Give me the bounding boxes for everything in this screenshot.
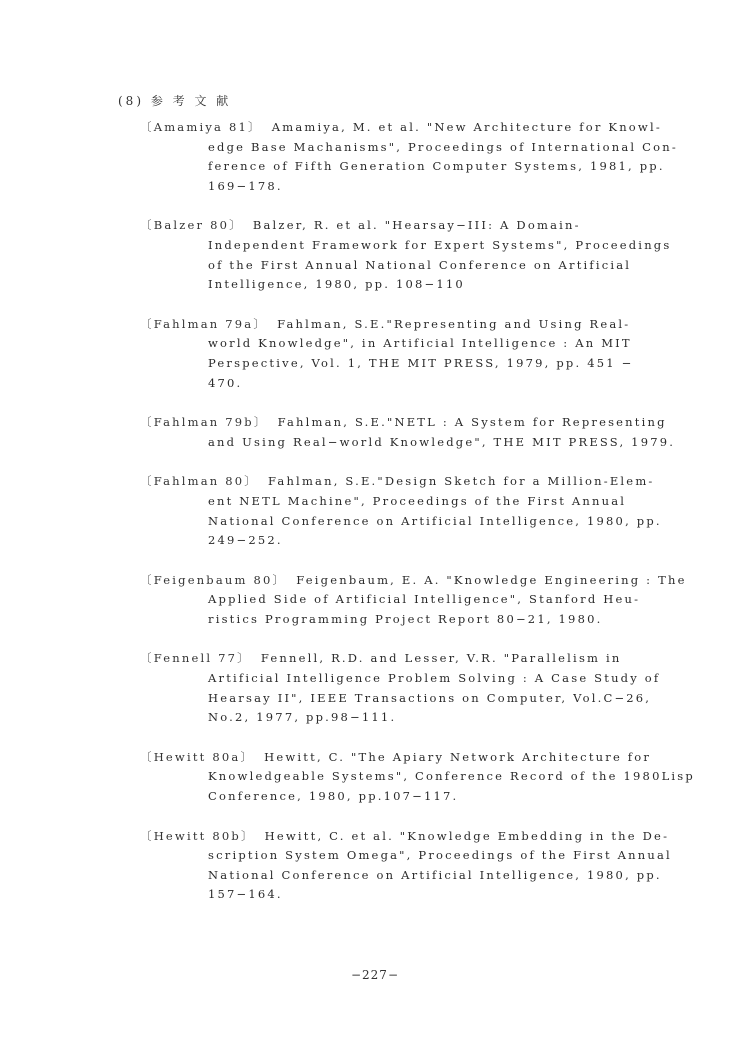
reference-tag: 〔Fahlman 79a〕	[140, 316, 268, 331]
reference-line: 249−252.	[208, 533, 283, 548]
reference-tag: 〔Balzer 80〕	[140, 218, 243, 233]
reference-line: Artificial Intelligence Problem Solving : A Case Study of	[208, 671, 661, 686]
reference-first-line	[140, 748, 700, 768]
reference-first-line	[140, 827, 700, 847]
section-heading: (8) 参 考 文 献	[118, 94, 232, 108]
reference-line: ference of Fifth Generation Computer Systems, 1981, pp.	[208, 159, 665, 174]
reference-line: and Using Real−world Knowledge", THE MIT PRESS, 1979.	[208, 434, 676, 449]
reference-entry	[140, 649, 700, 727]
page-number: −227−	[350, 968, 399, 982]
reference-entry	[140, 571, 700, 630]
reference-first-line	[140, 413, 700, 433]
reference-entry	[140, 216, 700, 294]
reference-text: Balzer, R. et al. "Hearsay−III: A Domain-	[252, 218, 581, 233]
reference-tag: 〔Fahlman 79b〕	[140, 415, 268, 430]
reference-list	[140, 118, 700, 925]
reference-line: National Conference on Artificial Intelligence, 1980, pp.	[208, 513, 662, 528]
reference-entry	[140, 118, 700, 196]
reference-line: 169−178.	[208, 178, 283, 193]
reference-text: Fahlman, S.E."Design Sketch for a Million-Elem-	[268, 474, 655, 489]
reference-line: No.2, 1977, pp.98−111.	[208, 710, 397, 725]
reference-entry	[140, 472, 700, 550]
reference-entry	[140, 413, 700, 452]
reference-line: Conference, 1980, pp.107−117.	[208, 789, 459, 804]
reference-tag: 〔Fennell 77〕	[140, 651, 251, 666]
reference-line: Perspective, Vol. 1, THE MIT PRESS, 1979, pp. 451 −	[208, 355, 634, 370]
reference-entry	[140, 315, 700, 393]
reference-text: Fennell, R.D. and Lesser, V.R. "Parallelism in	[260, 651, 622, 666]
reference-tag: 〔Hewitt 80b〕	[140, 828, 255, 843]
reference-text: Hewitt, C. et al. "Knowledge Embedding in the De-	[264, 828, 670, 843]
reference-text: Hewitt, C. "The Apiary Network Architecture for	[264, 749, 652, 764]
reference-line: 157−164.	[208, 887, 283, 902]
reference-line: world Knowledge", in Artificial Intelligence : An MIT	[208, 336, 632, 351]
reference-line: edge Base Machanisms", Proceedings of International Con-	[208, 139, 678, 154]
reference-tag: 〔Fahlman 80〕	[140, 474, 258, 489]
reference-first-line	[140, 472, 700, 492]
reference-line: Applied Side of Artificial Intelligence", Stanford Heu-	[208, 592, 641, 607]
reference-text: Fahlman, S.E."Representing and Using Real-	[277, 316, 631, 331]
reference-entry	[140, 827, 700, 905]
reference-line: Knowledgeable Systems", Conference Record of the 1980Lisp	[208, 769, 695, 784]
reference-text: Amamiya, M. et al. "New Architecture for Knowl-	[271, 120, 662, 134]
reference-text: Fahlman, S.E."NETL : A System for Representing	[277, 415, 667, 430]
reference-line: Intelligence, 1980, pp. 108−110	[208, 277, 465, 292]
reference-first-line	[140, 649, 700, 669]
reference-first-line	[140, 216, 700, 236]
reference-line: scription System Omega", Proceedings of the First Annual	[208, 848, 672, 863]
reference-line: Independent Framework for Expert Systems", Proceedings	[208, 237, 672, 252]
reference-line: ristics Programming Project Report 80−21, 1980.	[208, 611, 603, 626]
reference-first-line	[140, 315, 700, 335]
reference-tag: 〔Hewitt 80a〕	[140, 749, 255, 764]
reference-line: 470.	[208, 375, 243, 390]
reference-first-line	[140, 571, 700, 591]
reference-tag: 〔Feigenbaum 80〕	[140, 572, 287, 587]
reference-text: Feigenbaum, E. A. "Knowledge Engineering : The	[296, 572, 687, 587]
reference-line: National Conference on Artificial Intelligence, 1980, pp.	[208, 867, 662, 882]
reference-line: Hearsay II", IEEE Transactions on Computer, Vol.C−26,	[208, 690, 652, 705]
reference-first-line	[140, 118, 700, 138]
reference-line: of the First Annual National Conference on Artificial	[208, 257, 632, 272]
reference-line: ent NETL Machine", Proceedings of the First Annual	[208, 493, 627, 508]
reference-tag: 〔Amamiya 81〕	[140, 120, 262, 134]
reference-entry	[140, 748, 700, 807]
